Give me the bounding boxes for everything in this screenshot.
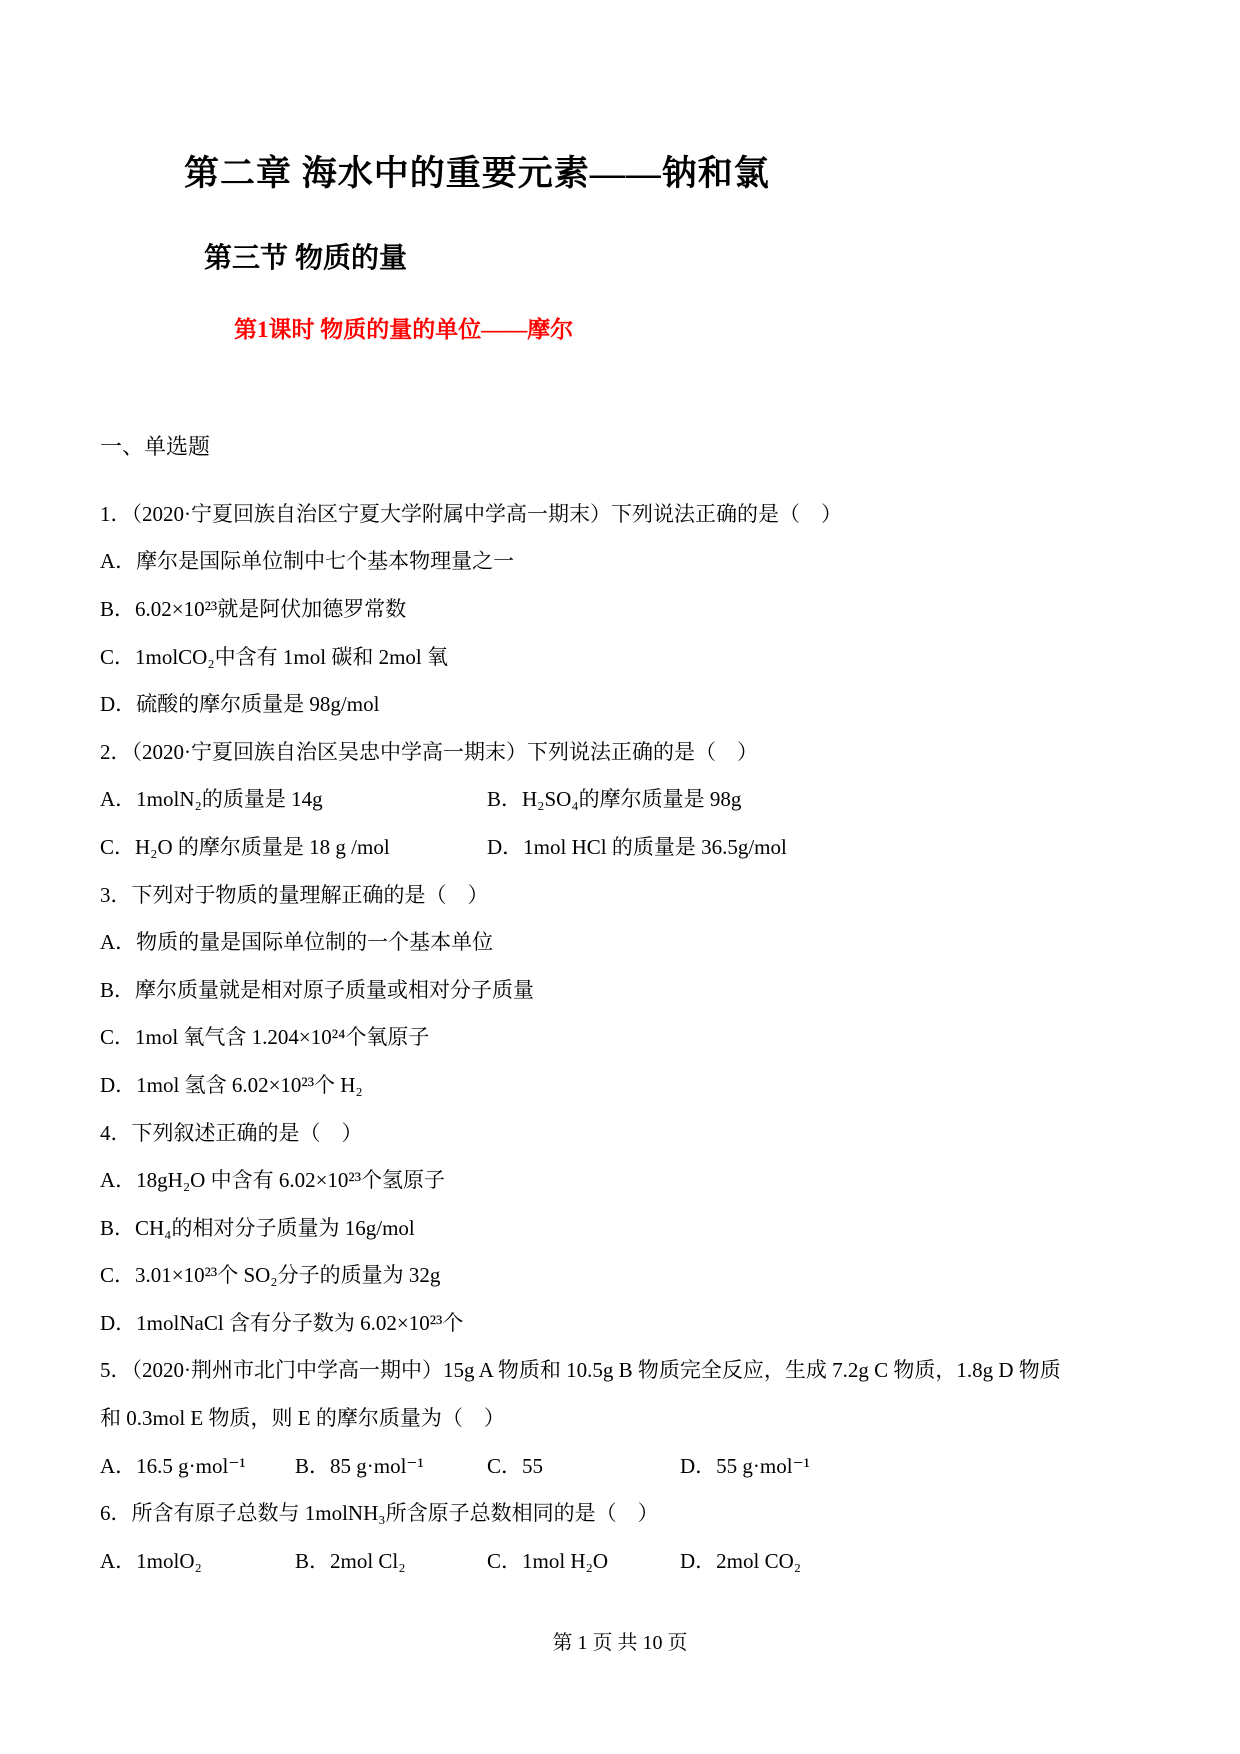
question-5-option-d: D．55 g·mol⁻¹ (680, 1453, 810, 1478)
question-2-option-c: C．H₂O 的摩尔质量是 18 g /mol (100, 834, 390, 859)
question-4-option-a: A．18gH₂O 中含有 6.02×10²³个氢原子 (100, 1168, 446, 1193)
question-5-option-a: A．16.5 g·mol⁻¹ (100, 1453, 246, 1478)
question-5-options-row (100, 1441, 1140, 1489)
question-1-option-b: B．6.02×10²³就是阿伏加德罗常数 (100, 596, 407, 621)
question-4-option-b: B．CH₄的相对分子质量为 16g/mol (100, 1215, 415, 1240)
question-5-stem-line-2: 和 0.3mol E 物质，则 E 的摩尔质量为（ ） (100, 1406, 505, 1431)
question-2-options-row-2 (100, 822, 1140, 870)
page-number-footer: 第 1 页 共 10 页 (552, 1632, 688, 1654)
question-2-option-a: A．1molN₂的质量是 14g (100, 787, 323, 812)
question-2-stem: 2．（2020·宁夏回族自治区吴忠中学高一期末）下列说法正确的是（ ） (100, 739, 758, 764)
question-6-stem: 6．所含有原子总数与 1molNH₃所含原子总数相同的是（ ） (100, 1501, 659, 1526)
question-1-option-d: D．硫酸的摩尔质量是 98g/mol (100, 692, 380, 717)
question-2-option-b: B．H₂SO₄的摩尔质量是 98g (487, 787, 742, 812)
questions-area (100, 489, 1140, 1584)
chapter-title: 第二章 海水中的重要元素——钠和氯 (184, 154, 770, 193)
question-1-stem: 1．（2020·宁夏回族自治区宁夏大学附属中学高一期末）下列说法正确的是（ ） (100, 501, 842, 526)
question-1-option-a: A．摩尔是国际单位制中七个基本物理量之一 (100, 549, 515, 574)
question-6-options-row (100, 1536, 1140, 1584)
question-3-stem: 3．下列对于物质的量理解正确的是（ ） (100, 882, 489, 907)
question-6-option-a: A．1molO₂ (100, 1548, 202, 1573)
question-type-heading: 一、单选题 (100, 434, 211, 459)
question-3-option-b: B．摩尔质量就是相对原子质量或相对分子质量 (100, 977, 535, 1002)
question-6-option-b: B．2mol Cl₂ (295, 1548, 406, 1573)
section-title: 第三节 物质的量 (204, 243, 408, 274)
question-5-option-b: B．85 g·mol⁻¹ (295, 1453, 424, 1478)
question-2-option-d: D．1mol HCl 的质量是 36.5g/mol (487, 834, 787, 859)
question-3-option-c: C．1mol 氧气含 1.204×10²⁴个氧原子 (100, 1025, 430, 1050)
question-4-option-c: C．3.01×10²³个 SO₂分子的质量为 32g (100, 1263, 441, 1288)
question-5-stem-line-1: 5．（2020·荆州市北门中学高一期中）15g A 物质和 10.5g B 物质完全反应，生成 7.2g C 物质，1.8g D 物质 (100, 1358, 1061, 1383)
question-6-option-d: D．2mol CO₂ (680, 1548, 802, 1573)
question-2-options-row-1 (100, 775, 1140, 823)
question-4-option-d: D．1molNaCl 含有分子数为 6.02×10²³个 (100, 1310, 464, 1335)
question-1-option-c: C．1molCO₂中含有 1mol 碳和 2mol 氧 (100, 644, 449, 669)
lesson-title: 第1课时 物质的量的单位——摩尔 (234, 317, 574, 342)
question-4-stem: 4．下列叙述正确的是（ ） (100, 1120, 363, 1145)
question-3-option-a: A．物质的量是国际单位制的一个基本单位 (100, 930, 494, 955)
question-6-option-c: C．1mol H₂O (487, 1548, 609, 1573)
question-5-option-c: C．55 (487, 1453, 544, 1478)
question-3-option-d: D．1mol 氢含 6.02×10²³个 H₂ (100, 1072, 363, 1097)
